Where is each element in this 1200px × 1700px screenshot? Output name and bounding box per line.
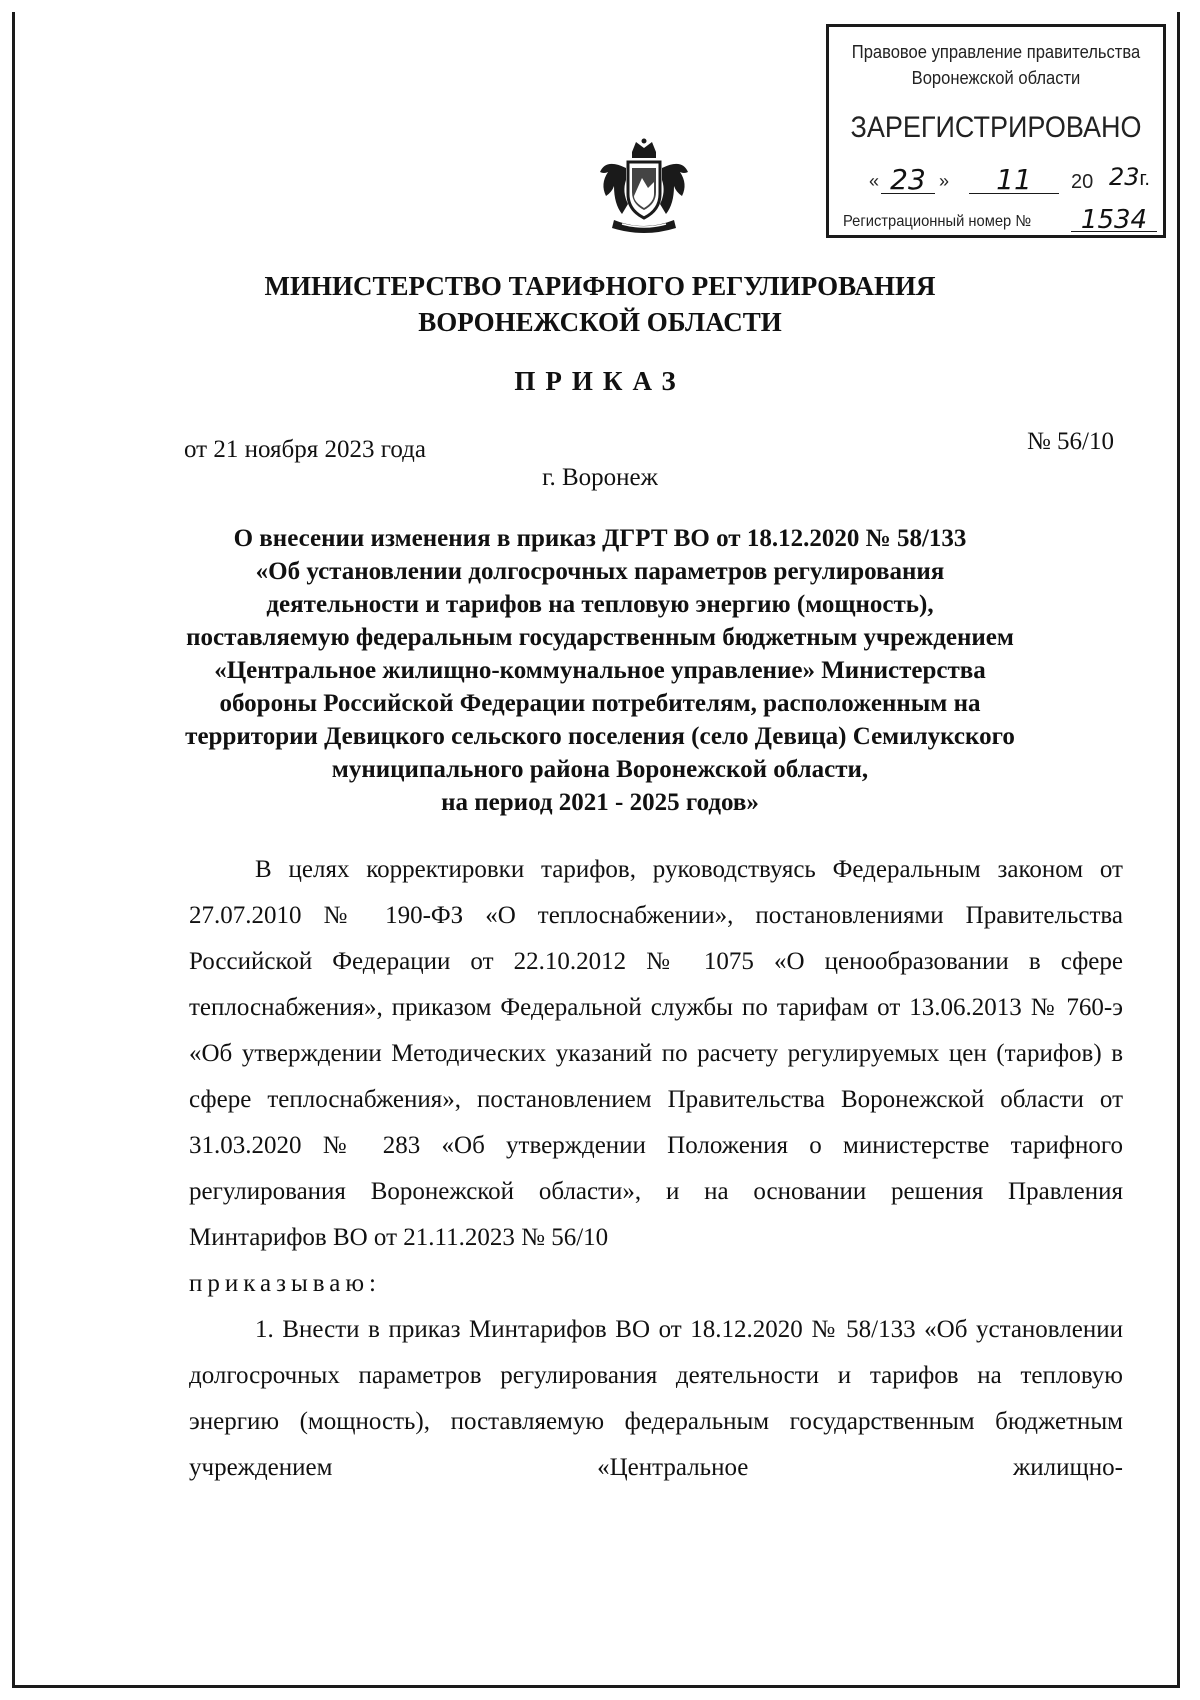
stamp-open-quote: « — [869, 171, 880, 191]
stamp-org-line-2: Воронежской области — [911, 68, 1081, 88]
registration-stamp — [826, 24, 1166, 238]
subject-line: «Об установлении долгосрочных параметров регулирования — [255, 558, 945, 585]
stamp-year-digits: 23 — [1109, 163, 1140, 191]
subject-line: муниципального района Воронежской области, — [331, 756, 869, 783]
subject-line: «Центральное жилищно-коммунальное управление» Министерства — [214, 657, 986, 684]
stamp-year-suffix: г. — [1139, 168, 1150, 190]
document-number: № 56/10 — [1026, 428, 1114, 455]
ministry-name-line-2: ВОРОНЕЖСКОЙ ОБЛАСТИ — [418, 307, 782, 337]
ministry-name — [100, 268, 1100, 340]
subject-line: деятельности и тарифов на тепловую энергию (мощность), — [266, 591, 934, 618]
item-1-paragraph: 1. Внести в приказ Минтарифов ВО от 18.12.2020 № 58/133 «Об установлении долгосрочных параметров регулирования деятельности и тарифов на тепловую энергию (мощность), поставляемую федеральным государственным бюджетным учреждением «Центральное жилищно- — [189, 1316, 1123, 1481]
subject-line: обороны Российской Федерации потребителям, расположенным на — [219, 690, 981, 717]
document-subject — [170, 522, 1030, 819]
document-type: ПРИКАЗ — [514, 366, 686, 396]
stamp-date-row — [869, 165, 1169, 201]
voronezh-coat-of-arms-icon — [592, 138, 696, 238]
subject-line: территории Девицкого сельского поселения (село Девица) Семилукского — [185, 723, 1015, 750]
preamble-paragraph: В целях корректировки тарифов, руководствуясь Федеральным законом от 27.07.2010 № 190-ФЗ «О теплоснабжении», постановлениями Правительства Российской Федерации от 22.10.2012 № 1075 «О ценообразовании в сфере теплоснабжения», приказом Федеральной службы по тарифам от 13.06.2013 № 760-э «Об утверждении Методических указаний по расчету регулируемых цен (тарифов) в сфере теплоснабжения», постановлением Правительства Воронежской области от 31.03.2020 № 283 «Об утверждении Положения о министерстве тарифного регулирования Воронежской области», и на основании решения Правления Минтарифов ВО от 21.11.2023 № 56/10 — [189, 856, 1123, 1251]
subject-line: на период 2021 - 2025 годов» — [441, 789, 759, 816]
stamp-reg-number: 1534 — [1071, 205, 1157, 232]
stamp-org-line-1: Правовое управление правительства — [851, 42, 1141, 62]
stamp-close-quote: » — [939, 171, 950, 191]
document-city: г. Воронеж — [542, 464, 658, 491]
stamp-year-prefix: 20 — [1071, 171, 1094, 193]
subject-line: О внесении изменения в приказ ДГРТ ВО от 18.12.2020 № 58/133 — [233, 525, 967, 552]
stamp-registered-label: ЗАРЕГИСТРИРОВАНО — [850, 111, 1142, 144]
stamp-month: 11 — [969, 163, 1059, 194]
stamp-organization — [842, 39, 1149, 91]
subject-line: поставляемую федеральным государственным бюджетным учреждением — [186, 624, 1014, 651]
orders-word: приказываю: — [189, 1270, 381, 1297]
document-body — [189, 847, 1123, 1491]
stamp-reg-label: Регистрационный номер № — [843, 213, 1032, 230]
document-date: от 21 ноября 2023 года — [184, 436, 426, 463]
stamp-day: 23 — [881, 163, 935, 194]
ministry-name-line-1: МИНИСТЕРСТВО ТАРИФНОГО РЕГУЛИРОВАНИЯ — [264, 271, 936, 301]
stamp-year-handwritten — [1109, 163, 1150, 191]
